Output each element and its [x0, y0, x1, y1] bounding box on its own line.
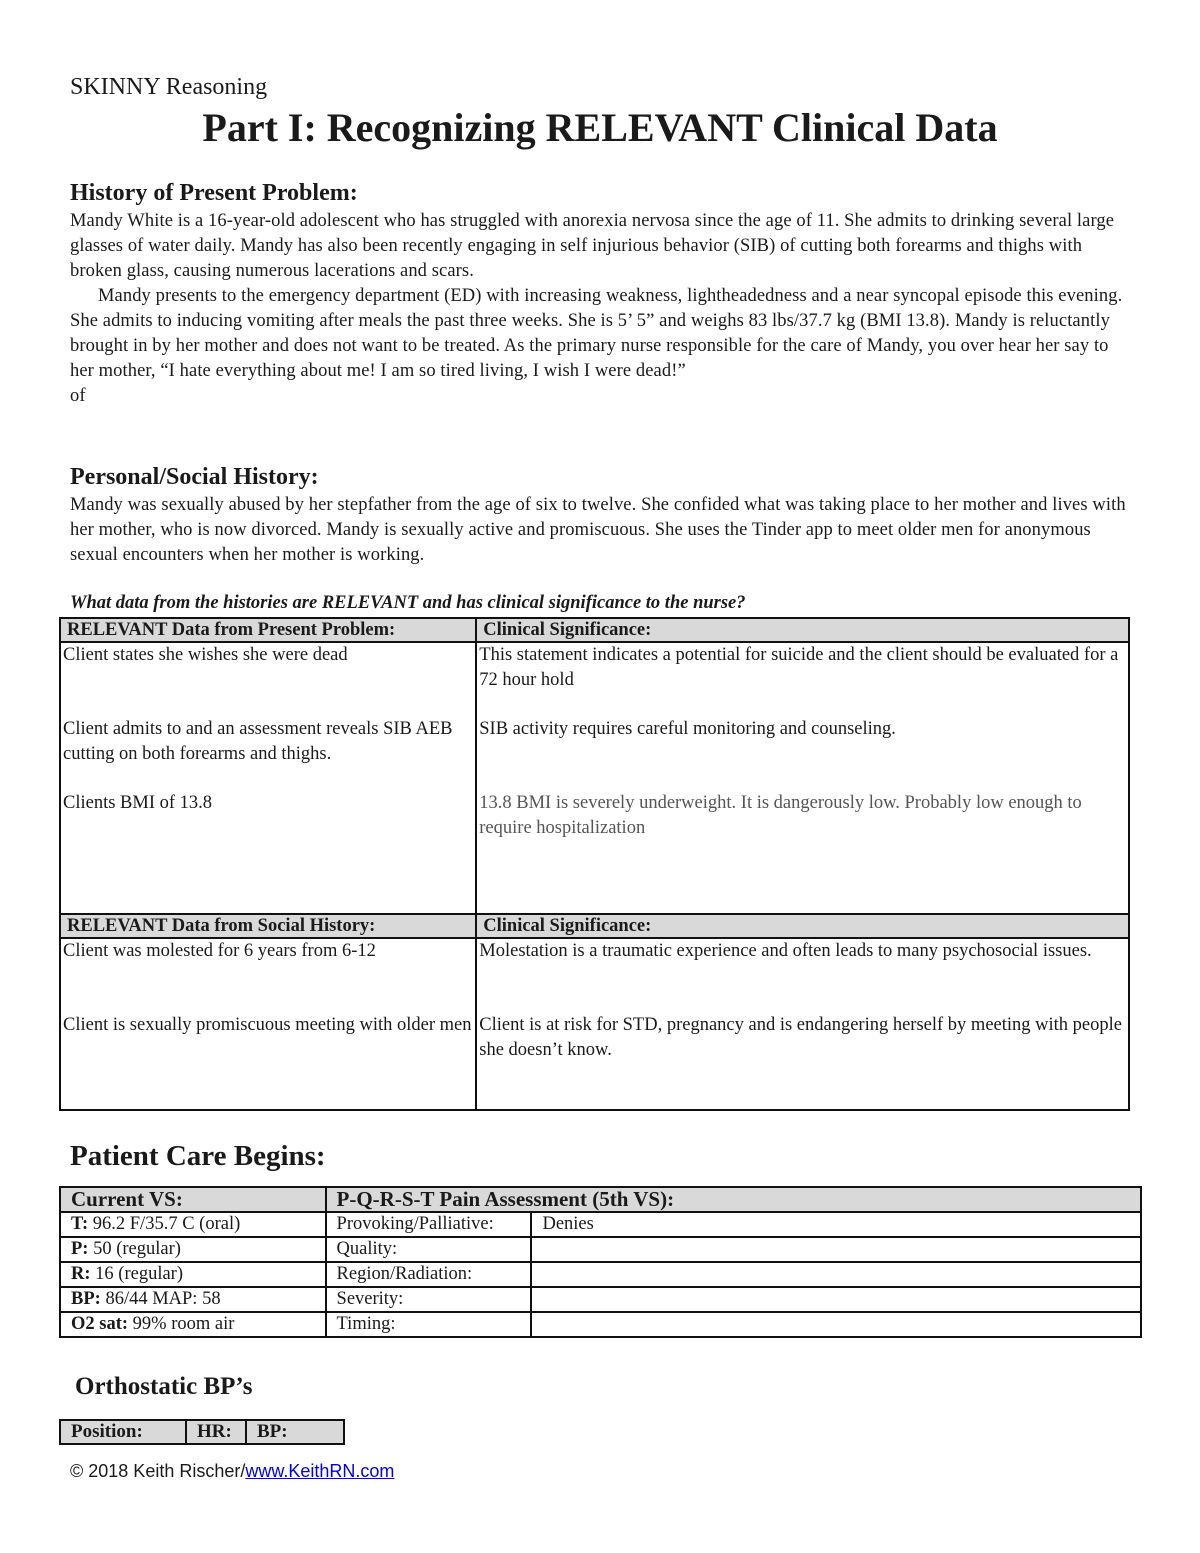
- vs-value: 50 (regular): [88, 1239, 181, 1259]
- present-problem-header: RELEVANT Data from Present Problem:: [60, 618, 476, 642]
- social-data-item: Client was molested for 6 years from 6-12: [63, 941, 376, 961]
- present-data-item: Client admits to and an assessment reveals SIB AEB cutting on both forearms and thighs.: [63, 719, 453, 764]
- history-heading: History of Present Problem:: [70, 180, 358, 206]
- vs-value: 99% room air: [128, 1314, 235, 1334]
- social-history-header: RELEVANT Data from Social History:: [60, 914, 476, 938]
- significance-item: Client is at risk for STD, pregnancy and is endangering herself by meeting with people she doesn’t know.: [479, 1015, 1122, 1060]
- social-significance-header: Clinical Significance:: [476, 914, 1129, 938]
- social-paragraph: Mandy was sexually abused by her stepfather from the age of six to twelve. She confided what was taking place to her mother and lives with her mother, who is now divorced. Mandy is sexually active and promiscuous. She uses the Tinder app to meet older men for anonymous sexual encounters when her mother is working.: [70, 495, 1126, 565]
- pain-value-field[interactable]: [531, 1287, 1141, 1312]
- present-data-item: Client states she wishes she were dead: [63, 645, 348, 665]
- significance-item: Molestation is a traumatic experience and often leads to many psychosocial issues.: [479, 941, 1092, 961]
- social-heading: Personal/Social History:: [70, 464, 319, 490]
- social-text: [70, 493, 1130, 568]
- table-row: [60, 1312, 1141, 1337]
- present-data-cell: [60, 642, 476, 914]
- vs-label: T:: [71, 1214, 89, 1234]
- vs-label: P:: [71, 1239, 89, 1259]
- vs-label: R:: [71, 1264, 91, 1284]
- relevance-question: What data from the histories are RELEVANT and has clinical significance to the nurse?: [70, 593, 746, 613]
- vs-value: 16 (regular): [90, 1264, 183, 1284]
- vs-cell: [60, 1262, 326, 1287]
- significance-item: This statement indicates a potential for suicide and the client should be evaluated for a 72 hour hold: [479, 645, 1119, 690]
- social-data-item: Client is sexually promiscuous meeting with older men: [63, 1015, 472, 1035]
- vs-cell: [60, 1212, 326, 1237]
- pain-value-field[interactable]: [531, 1237, 1141, 1262]
- pain-label: Provoking/Palliative:: [326, 1212, 532, 1237]
- present-significance-cell: [476, 642, 1129, 914]
- orthostatic-table: [59, 1419, 345, 1445]
- bp-header: BP:: [246, 1420, 344, 1444]
- social-significance-cell: [476, 938, 1129, 1110]
- table-row: [60, 1237, 1141, 1262]
- vital-signs-table: [59, 1186, 1142, 1338]
- vs-value: 86/44 MAP: 58: [100, 1289, 221, 1309]
- copyright-text: © 2018 Keith Rischer/: [70, 1461, 246, 1481]
- vs-label: O2 sat:: [71, 1314, 129, 1334]
- patient-care-heading: Patient Care Begins:: [70, 1140, 326, 1172]
- pain-assessment-header: P-Q-R-S-T Pain Assessment (5th VS):: [326, 1187, 1141, 1212]
- document-kicker: SKINNY Reasoning: [70, 74, 268, 100]
- history-text: [70, 209, 1130, 409]
- hr-header: HR:: [186, 1420, 246, 1444]
- pain-label: Region/Radiation:: [326, 1262, 532, 1287]
- relevant-data-table: [59, 617, 1130, 1111]
- website-link[interactable]: www.KeithRN.com: [245, 1461, 395, 1481]
- significance-item: 13.8 BMI is severely underweight. It is dangerously low. Probably low enough to require hospitalization: [479, 793, 1082, 838]
- table-row: [60, 1287, 1141, 1312]
- orthostatic-heading: Orthostatic BP’s: [75, 1373, 253, 1400]
- history-paragraph-3: of: [70, 386, 86, 406]
- page-title: Part I: Recognizing RELEVANT Clinical Data: [202, 105, 998, 150]
- pain-label: Quality:: [326, 1237, 532, 1262]
- table-row: [60, 1262, 1141, 1287]
- current-vs-header: Current VS:: [60, 1187, 326, 1212]
- pain-label: Timing:: [326, 1312, 532, 1337]
- table-row: [60, 1212, 1141, 1237]
- pain-value-field[interactable]: [531, 1262, 1141, 1287]
- vs-label: BP:: [71, 1289, 101, 1309]
- vs-value: 96.2 F/35.7 C (oral): [88, 1214, 241, 1234]
- present-data-item: Clients BMI of 13.8: [63, 793, 213, 813]
- history-paragraph-2: Mandy presents to the emergency department (ED) with increasing weakness, lightheadedness and a near syncopal episode this evening. She admits to inducing vomiting after meals the past three weeks. She is 5’ 5” and weighs 83 lbs/37.7 kg (BMI 13.8). Mandy is reluctantly brought in by her mother and does not want to be treated. As the primary nurse responsible for the care of Mandy, you over hear her say to her mother, “I hate everything about me! I am so tired living, I wish I were dead!”: [70, 286, 1123, 381]
- social-data-cell: [60, 938, 476, 1110]
- footer: [70, 1461, 394, 1482]
- significance-item: SIB activity requires careful monitoring and counseling.: [479, 719, 896, 739]
- vs-cell: [60, 1237, 326, 1262]
- history-paragraph-1: Mandy White is a 16-year-old adolescent who has struggled with anorexia nervosa since the age of 11. She admits to drinking several large glasses of water daily. Mandy has also been recently engaging in self injurious behavior (SIB) of cutting both forearms and thighs with broken glass, causing numerous lacerations and scars.: [70, 211, 1115, 281]
- vs-cell: [60, 1312, 326, 1337]
- position-header: Position:: [60, 1420, 186, 1444]
- clinical-significance-header: Clinical Significance:: [476, 618, 1129, 642]
- pain-value-field[interactable]: Denies: [531, 1212, 1141, 1237]
- pain-label: Severity:: [326, 1287, 532, 1312]
- vs-cell: [60, 1287, 326, 1312]
- pain-value-field[interactable]: [531, 1312, 1141, 1337]
